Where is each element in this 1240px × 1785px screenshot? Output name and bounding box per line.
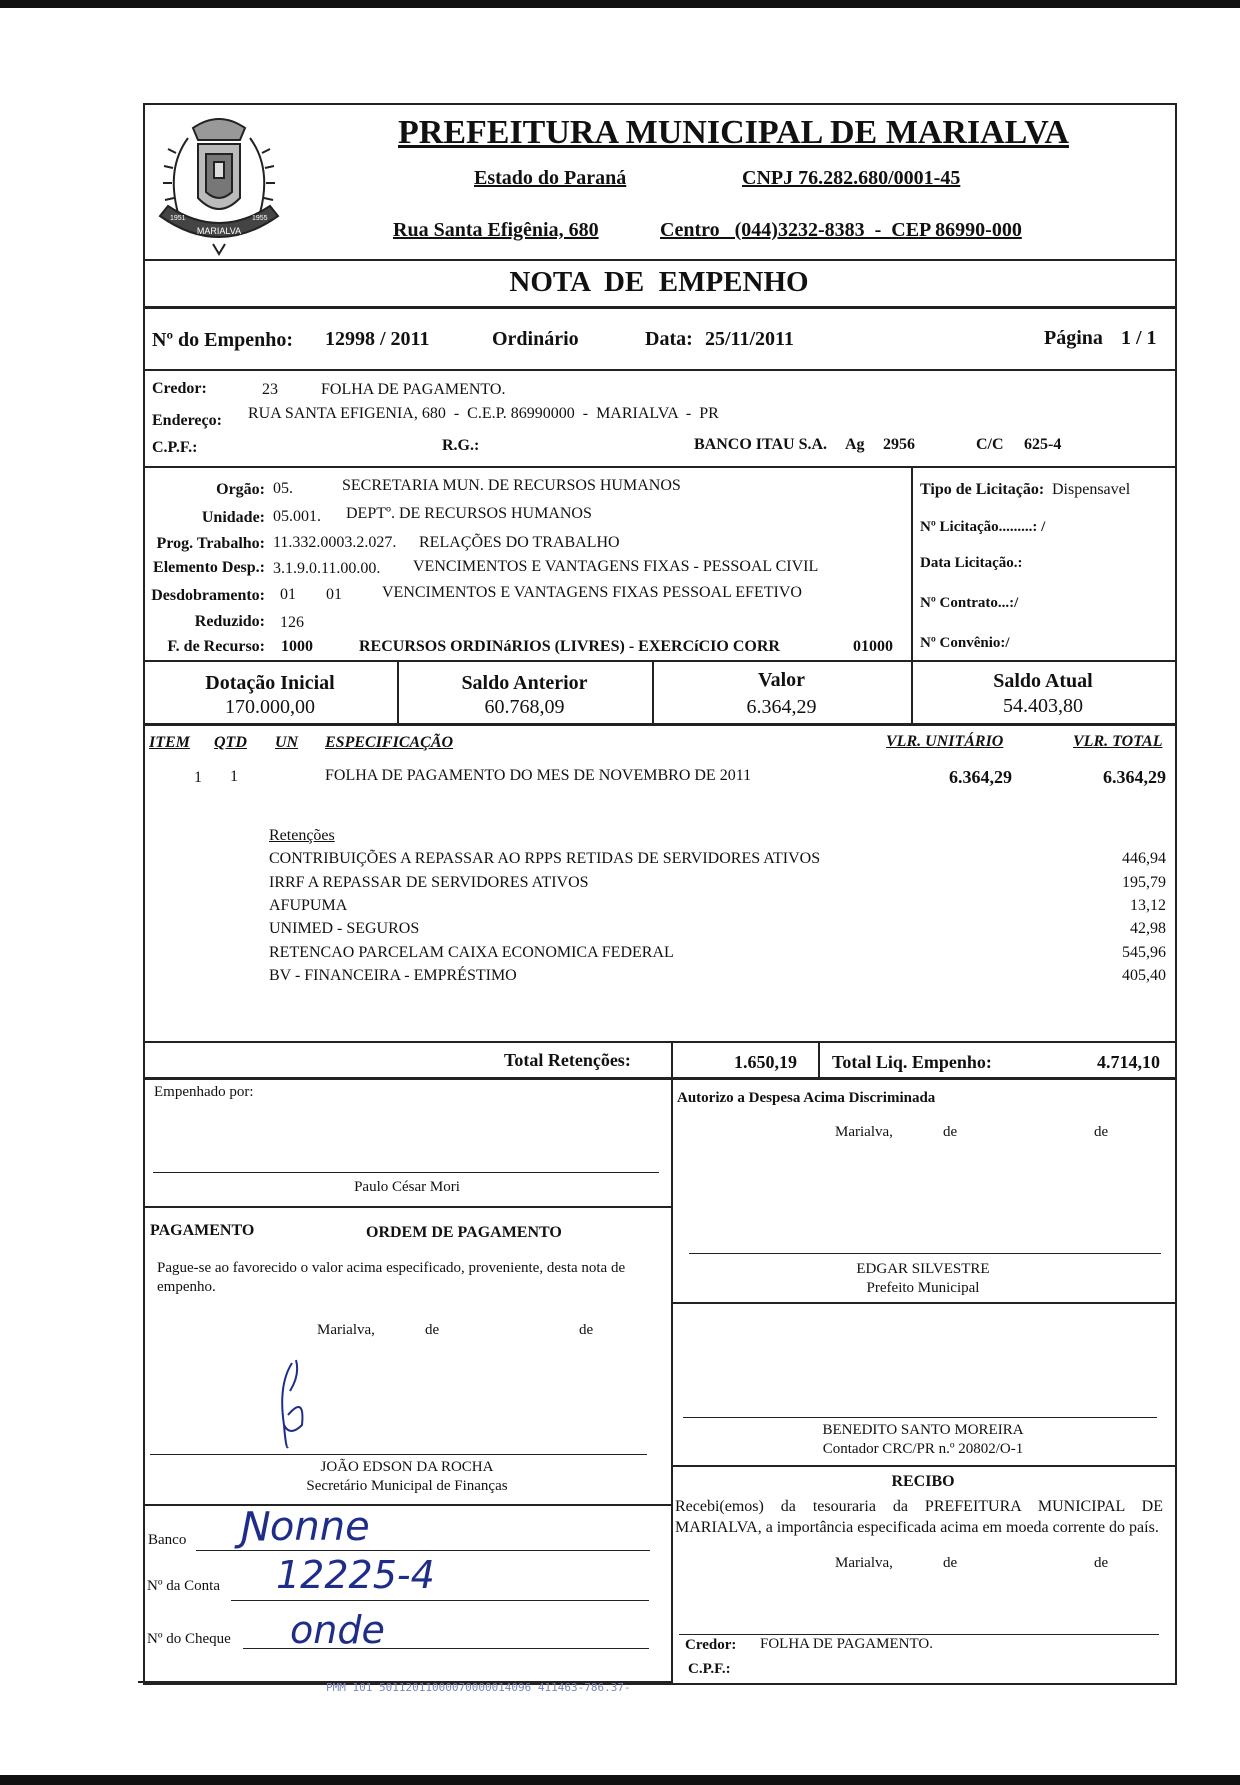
pague-se-text: Pague-se ao favorecido o valor acima especificado, proveniente, desta nota de empenho. bbox=[157, 1260, 626, 1295]
recibo-cpf-label: C.P.F.: bbox=[688, 1661, 731, 1677]
empenho-date: 25/11/2011 bbox=[705, 328, 794, 350]
signature-line bbox=[683, 1417, 1157, 1418]
total-liquido-value: 4.714,10 bbox=[1097, 1052, 1160, 1072]
account-number: 625-4 bbox=[1024, 436, 1062, 453]
scan-bottom-edge bbox=[0, 1775, 1240, 1785]
fonte-recurso-code: 1000 bbox=[281, 638, 313, 655]
pagamento-label: PAGAMENTO bbox=[150, 1222, 255, 1239]
handwritten-signature-icon bbox=[270, 1355, 330, 1455]
col-header-vlr-total: VLR. TOTAL bbox=[1073, 733, 1163, 750]
valor-value: 6.364,29 bbox=[746, 696, 817, 718]
signature-line bbox=[153, 1172, 659, 1173]
retencao-valor: 42,98 bbox=[1130, 920, 1166, 937]
desdobramento-desc: VENCIMENTOS E VANTAGENS FIXAS PESSOAL EFETIVO bbox=[382, 584, 802, 601]
elemento-desc: VENCIMENTOS E VANTAGENS FIXAS - PESSOAL CIVIL bbox=[413, 558, 819, 575]
svg-text:MARIALVA: MARIALVA bbox=[196, 226, 242, 236]
desdobramento-label: Desdobramento: bbox=[151, 587, 265, 604]
footer-code-text: PMM 101 50112011000070000014096 411463-786.37- bbox=[326, 1681, 631, 1694]
divider bbox=[671, 1465, 673, 1683]
cpf-label: C.P.F.: bbox=[152, 439, 198, 456]
prog-trabalho-desc: RELAÇÕES DO TRABALHO bbox=[419, 534, 620, 551]
valor-label: Valor bbox=[757, 669, 806, 691]
col-header-un: UN bbox=[275, 734, 299, 751]
doc-title: NOTA DE EMPENHO bbox=[509, 266, 809, 298]
retencoes-title: Retenções bbox=[269, 827, 335, 844]
signature-line bbox=[150, 1454, 647, 1455]
saldo-anterior-value: 60.768,09 bbox=[484, 696, 565, 718]
page-label: Página bbox=[1044, 327, 1103, 349]
header-street: Rua Santa Efigênia, 680 bbox=[393, 219, 599, 241]
header-title: PREFEITURA MUNICIPAL DE MARIALVA bbox=[398, 114, 1069, 151]
recibo-credor-label: Credor: bbox=[685, 1637, 737, 1653]
signature-line bbox=[679, 1634, 1159, 1635]
contador-role: Contador CRC/PR n.º 20802/O-1 bbox=[822, 1441, 1024, 1457]
agency-number: 2956 bbox=[883, 436, 915, 453]
saldo-anterior-label: Saldo Anterior bbox=[461, 672, 588, 694]
cheque-handwritten: onde bbox=[290, 1608, 385, 1652]
retencao-desc: IRRF A REPASSAR DE SERVIDORES ATIVOS bbox=[269, 874, 589, 891]
prog-trabalho-code: 11.332.0003.2.027. bbox=[273, 534, 397, 551]
tipo-licitacao-label: Tipo de Licitação: bbox=[920, 481, 1045, 498]
credor-name: FOLHA DE PAGAMENTO. bbox=[321, 381, 506, 398]
retencao-desc: BV - FINANCEIRA - EMPRÉSTIMO bbox=[269, 967, 517, 984]
desdobramento-code1: 01 bbox=[280, 586, 296, 603]
svg-text:1951: 1951 bbox=[170, 215, 186, 222]
retencao-valor: 446,94 bbox=[1122, 850, 1166, 867]
autorizo-de-2: de bbox=[1094, 1124, 1109, 1140]
orgao-desc: SECRETARIA MUN. DE RECURSOS HUMANOS bbox=[342, 477, 681, 494]
divider bbox=[671, 1302, 1175, 1304]
orgao-code: 05. bbox=[273, 480, 293, 497]
orgao-label: Orgão: bbox=[216, 481, 265, 498]
unidade-desc: DEPTº. DE RECURSOS HUMANOS bbox=[346, 505, 592, 522]
fonte-recurso-desc: RECURSOS ORDINáRIOS (LIVRES) - EXERCíCIO CORR bbox=[359, 638, 780, 655]
unidade-label: Unidade: bbox=[201, 509, 265, 526]
divider bbox=[143, 306, 1175, 309]
rg-label: R.G.: bbox=[442, 437, 480, 454]
dotacao-inicial-value: 170.000,00 bbox=[225, 696, 315, 718]
autorizo-city: Marialva, bbox=[835, 1124, 893, 1140]
divider bbox=[671, 1465, 1175, 1467]
retencao-desc: RETENCAO PARCELAM CAIXA ECONOMICA FEDERAL bbox=[269, 944, 674, 961]
endereco-label: Endereço: bbox=[152, 412, 222, 429]
unidade-code: 05.001. bbox=[273, 508, 321, 525]
retencao-valor: 195,79 bbox=[1122, 874, 1166, 891]
municipal-crest-icon bbox=[148, 108, 290, 258]
prefeito-name: EDGAR SILVESTRE bbox=[856, 1261, 990, 1277]
fonte-recurso-number: 01000 bbox=[853, 638, 893, 655]
numero-convenio: Nº Convênio:/ bbox=[920, 635, 1010, 651]
header-state: Estado do Paraná bbox=[474, 167, 627, 189]
empenhado-por-name: Paulo César Mori bbox=[354, 1179, 460, 1195]
endereco-value: RUA SANTA EFIGENIA, 680 - C.E.P. 86990000 - MARIALVA - PR bbox=[248, 405, 719, 422]
elemento-code: 3.1.9.0.11.00.00. bbox=[273, 560, 381, 577]
signature-line bbox=[689, 1253, 1161, 1254]
empenho-date-label: Data: bbox=[645, 328, 693, 350]
pagamento-de-1: de bbox=[425, 1322, 440, 1338]
bank-name: BANCO ITAU S.A. bbox=[694, 436, 828, 453]
retencao-valor: 405,40 bbox=[1122, 967, 1166, 984]
conta-label: Nº da Conta bbox=[147, 1578, 220, 1594]
banco-label: Banco bbox=[148, 1532, 187, 1548]
retencao-valor: 545,96 bbox=[1122, 944, 1166, 961]
cheque-label: Nº do Cheque bbox=[147, 1631, 231, 1647]
divider bbox=[143, 1077, 1175, 1080]
conta-handwritten: 12225-4 bbox=[276, 1553, 435, 1597]
numero-contrato: Nº Contrato...:/ bbox=[920, 595, 1019, 611]
divider bbox=[671, 1041, 673, 1368]
recibo-de-1: de bbox=[943, 1555, 958, 1571]
empenho-type: Ordinário bbox=[492, 328, 579, 350]
divider bbox=[911, 466, 913, 660]
recibo-title: RECIBO bbox=[891, 1473, 955, 1490]
retencao-valor: 13,12 bbox=[1130, 897, 1166, 914]
secretario-name: JOÃO EDSON DA ROCHA bbox=[320, 1459, 494, 1475]
account-label: C/C bbox=[976, 436, 1004, 453]
conta-line bbox=[231, 1600, 649, 1601]
divider bbox=[143, 1041, 1175, 1043]
col-header-especificacao: ESPECIFICAÇÃO bbox=[325, 734, 454, 751]
contador-name: BENEDITO SANTO MOREIRA bbox=[822, 1422, 1024, 1438]
recibo-de-2: de bbox=[1094, 1555, 1109, 1571]
data-licitacao: Data Licitação.: bbox=[920, 555, 1023, 571]
banco-line bbox=[196, 1550, 650, 1551]
credor-code: 23 bbox=[262, 381, 278, 398]
desdobramento-code2: 01 bbox=[326, 586, 342, 603]
divider bbox=[143, 1504, 671, 1506]
recibo-text: Recebi(emos) da tesouraria da PREFEITURA MUNICIPAL DE MARIALVA, a importância especificada acima em moeda corrente do país. bbox=[675, 1498, 1163, 1536]
total-liquido-label: Total Liq. Empenho: bbox=[832, 1052, 992, 1072]
pagamento-city: Marialva, bbox=[317, 1322, 375, 1338]
saldo-atual-value: 54.403,80 bbox=[1003, 695, 1083, 717]
empenho-number: 12998 / 2011 bbox=[325, 328, 430, 350]
divider bbox=[143, 723, 1175, 726]
svg-text:1955: 1955 bbox=[252, 215, 268, 222]
empenho-number-label: Nº do Empenho: bbox=[152, 329, 294, 351]
divider bbox=[671, 1368, 673, 1468]
divider bbox=[818, 1041, 820, 1079]
empenhado-por-label: Empenhado por: bbox=[154, 1084, 254, 1100]
scan-top-edge bbox=[0, 0, 1240, 8]
total-retencoes-value: 1.650,19 bbox=[734, 1052, 797, 1072]
col-header-vlr-unitario: VLR. UNITÁRIO bbox=[886, 733, 1004, 750]
saldo-atual-label: Saldo Atual bbox=[993, 670, 1093, 692]
page-number: 1 / 1 bbox=[1121, 327, 1157, 349]
prefeito-role: Prefeito Municipal bbox=[866, 1280, 980, 1296]
header-cnpj: CNPJ 76.282.680/0001-45 bbox=[742, 167, 961, 189]
elemento-label: Elemento Desp.: bbox=[153, 559, 265, 576]
reduzido-code: 126 bbox=[280, 614, 304, 631]
total-retencoes-label: Total Retenções: bbox=[504, 1050, 631, 1070]
item-row-qtd: 1 bbox=[230, 768, 238, 785]
autorizo-label: Autorizo a Despesa Acima Discriminada bbox=[677, 1090, 936, 1106]
banco-handwritten: Ɲonne bbox=[240, 1504, 370, 1550]
divider bbox=[143, 660, 1175, 662]
tipo-licitacao-value: Dispensavel bbox=[1052, 481, 1131, 498]
agency-label: Ag bbox=[845, 436, 865, 453]
divider bbox=[143, 1206, 671, 1208]
dotacao-inicial-label: Dotação Inicial bbox=[205, 672, 335, 694]
numero-licitacao: Nº Licitação.........: / bbox=[920, 519, 1046, 535]
divider bbox=[143, 259, 1175, 261]
pagamento-de-2: de bbox=[579, 1322, 594, 1338]
col-header-item: ITEM bbox=[149, 734, 190, 751]
item-row-item: 1 bbox=[194, 769, 202, 786]
item-row-especificacao: FOLHA DE PAGAMENTO DO MES DE NOVEMBRO DE 2011 bbox=[325, 767, 752, 784]
item-row-vlr-unitario: 6.364,29 bbox=[949, 767, 1012, 787]
retencao-desc: CONTRIBUIÇÕES A REPASSAR AO RPPS RETIDAS DE SERVIDORES ATIVOS bbox=[269, 850, 821, 867]
reduzido-label: Reduzido: bbox=[194, 613, 265, 630]
ordem-pagamento-label: ORDEM DE PAGAMENTO bbox=[366, 1224, 562, 1241]
divider bbox=[143, 466, 1175, 468]
divider bbox=[143, 369, 1175, 371]
secretario-role: Secretário Municipal de Finanças bbox=[306, 1478, 508, 1494]
credor-label: Credor: bbox=[152, 380, 207, 397]
recibo-credor-name: FOLHA DE PAGAMENTO. bbox=[760, 1636, 933, 1652]
item-row-vlr-total: 6.364,29 bbox=[1103, 767, 1166, 787]
fonte-recurso-label: F. de Recurso: bbox=[167, 638, 265, 655]
recibo-city: Marialva, bbox=[835, 1555, 893, 1571]
retencao-desc: AFUPUMA bbox=[269, 897, 348, 914]
col-header-qtd: QTD bbox=[214, 734, 247, 751]
retencao-desc: UNIMED - SEGUROS bbox=[269, 920, 420, 937]
header-contact: Centro (044)3232-8383 - CEP 86990-000 bbox=[660, 219, 1022, 241]
autorizo-de-1: de bbox=[943, 1124, 958, 1140]
prog-trabalho-label: Prog. Trabalho: bbox=[156, 535, 265, 552]
